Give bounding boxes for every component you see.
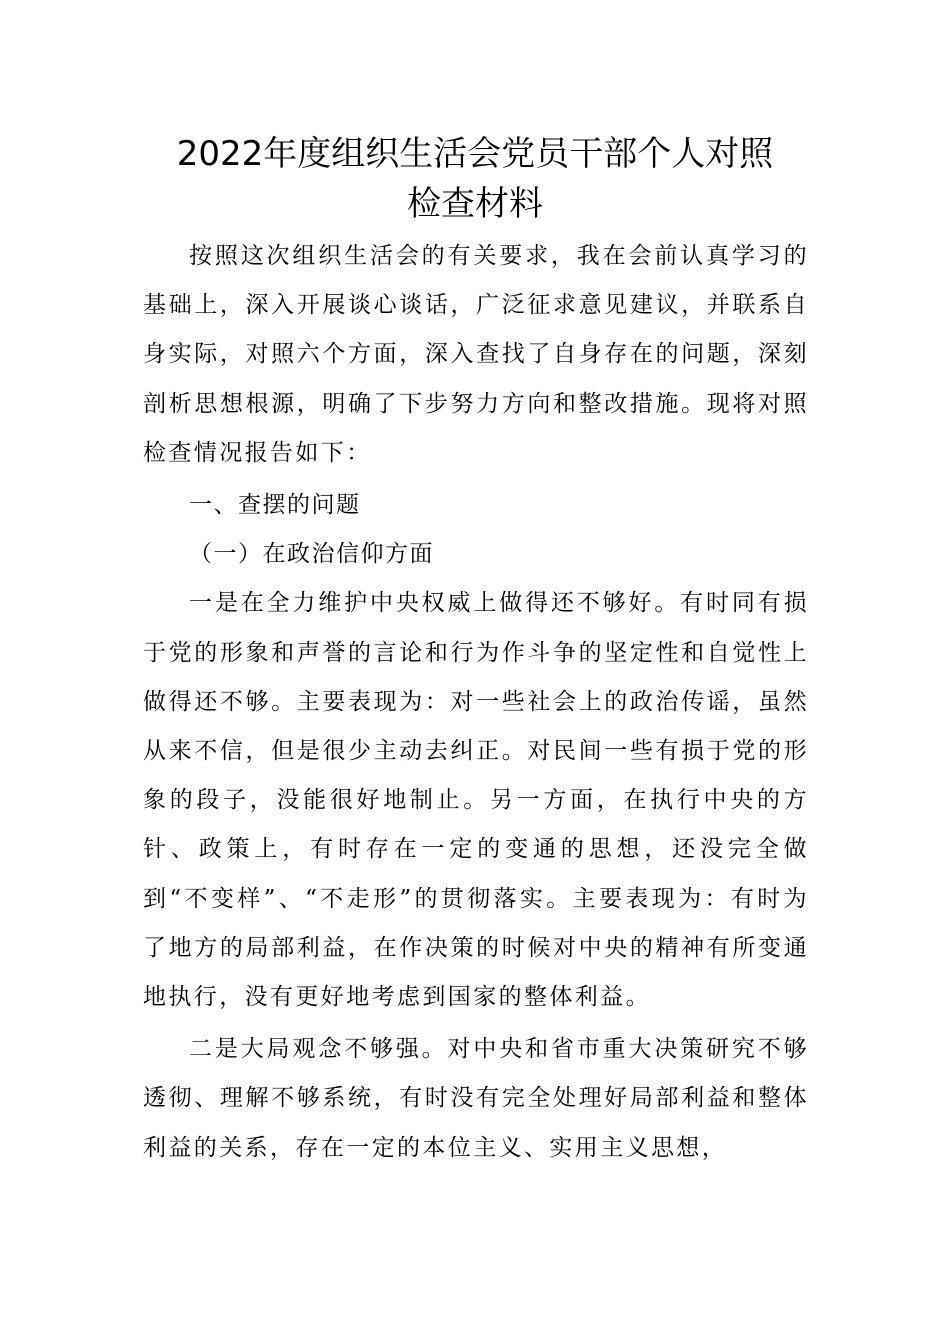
intro-paragraph: 按照这次组织生活会的有关要求，我在会前认真学习的基础上，深入开展谈心谈话，广泛征求意见建议，并联系自身实际，对照六个方面，深入查找了自身存在的问题，深刻剖析思想根源，明确了下步努力方向和整改措施。现将对照检查情况报告如下： bbox=[143, 243, 809, 466]
body-paragraph-second-issue: 二是大局观念不够强。对中央和省市重大决策研究不够透彻、理解不够系统，有时没有完全处理好局部利益和整体利益的关系，存在一定的本位主义、实用主义思想， bbox=[143, 1036, 809, 1161]
section-heading-issues: 一、查摆的问题 bbox=[189, 492, 361, 519]
document-title-line-2: 检查材料 bbox=[407, 184, 543, 224]
document-title-line-1: 2022年度组织生活会党员干部个人对照 bbox=[176, 134, 774, 174]
body-paragraph-first-issue: 一是在全力维护中央权威上做得还不够好。有时同有损于党的形象和声誉的言论和行为作斗争的坚定性和自觉性上做得还不够。主要表现为：对一些社会上的政治传谣，虽然从来不信，但是很少主动去纠正。对民间一些有损于党的形象的段子，没能很好地制止。另一方面，在执行中央的方针、政策上，有时存在一定的变通的思想，还没完全做到“不变样”、“不走形”的贯彻落实。主要表现为：有时为了地方的局部利益，在作决策的时候对中央的精神有所变通地执行，没有更好地考虑到国家的整体利益。 bbox=[143, 590, 809, 1011]
document-body bbox=[143, 232, 809, 1173]
subsection-heading-political-belief: （一）在政治信仰方面 bbox=[189, 541, 434, 568]
